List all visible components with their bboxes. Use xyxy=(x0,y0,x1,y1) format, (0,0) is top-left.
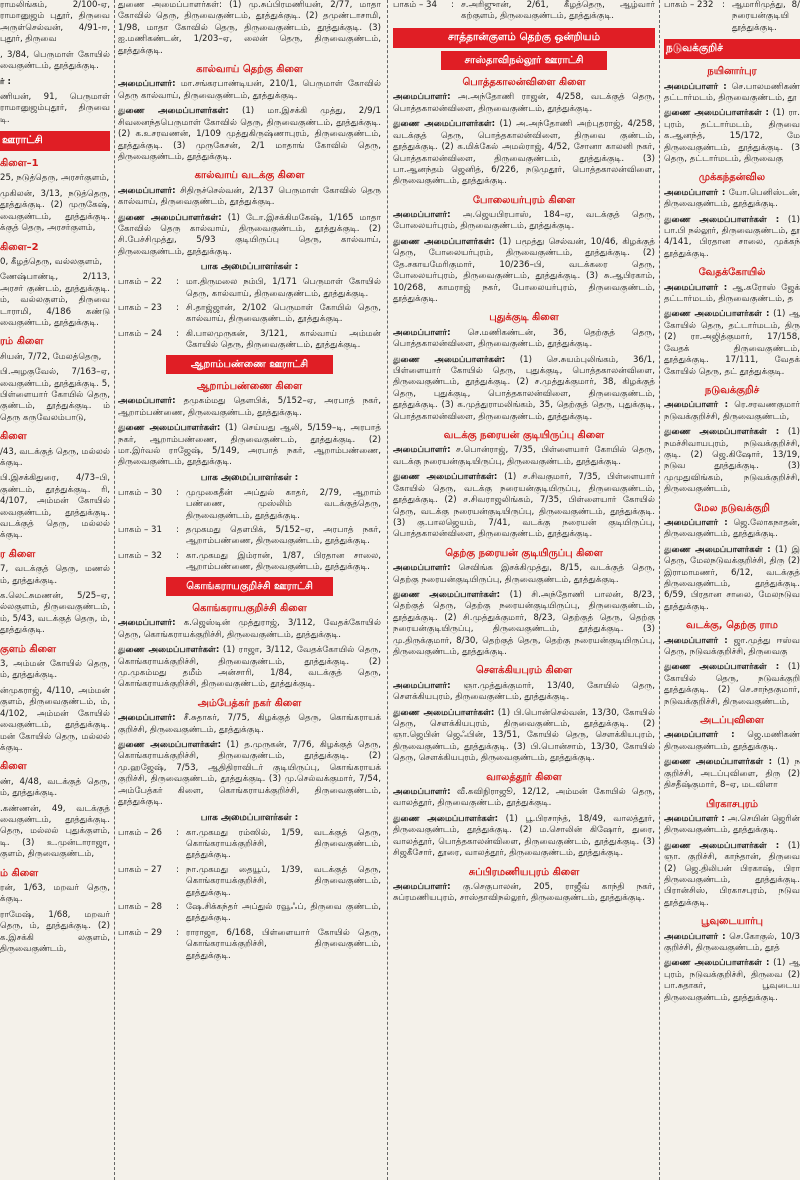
deputy-label: துணை அமைப்பாளர்கள் : xyxy=(664,958,770,969)
deputy-detail: (1) பமூத்து செல்வன், 10/46, கிழக்குத் தெரு, போலையர்புரம், திருவைகுண்டம், தூத்துக்குடி. (2) தே.சகாயமேரிகுமார், 10/236–பி, வடக்கரை தெரு, போலையர்புரம், திருவைகுண்டம், தூத்துக்குடி. (3) சு.ஆபிரகாம், 10/268, காமராஜ் நகர், போலையர்புரம், திருவைகுண்டம், தூத்துக்குடி. xyxy=(393,236,655,305)
booth-detail: முமுகைதீன் அப்துல் காதர், 2/79, ஆறாம் பண்ணை, முஸ்லிம் வடக்குத்தெரு, திருவைகுண்டம், தூத்துக்குடி. xyxy=(186,487,381,521)
deputy-label: துணை அமைப்பாளர்கள்: xyxy=(393,236,495,247)
booth-detail: நா.முகமது தையூப், 1/39, வடக்குத் தெரு, கொங்கராயக்குறிச்சி, திருவைகுண்டம், தூத்துக்குடி. xyxy=(186,864,381,898)
deputy-entry xyxy=(393,814,655,860)
organizer-entry xyxy=(664,82,800,105)
deputy-entry xyxy=(393,708,655,765)
column-divider xyxy=(114,0,115,1180)
organizer-entry xyxy=(393,563,655,586)
booth-row: பாகம் – 26 : கா.முகமது ரம்ஸில், 1/59, வடக்குத் தெரு, கொங்கராயக்குறிச்சி, திருவைகுண்டம், தூத்துக்குடி. xyxy=(118,827,381,861)
organizer-label: அமைப்பாளர் : xyxy=(664,282,728,293)
organizer-detail: ஞா.முத்துக்குமார், 13/40, கோயில் தெரு, சௌக்கியபுரம், திருவைகுண்டம், தூத்துக்குடி. xyxy=(393,680,655,703)
section-subheading: பாக அமைப்பாளர்கள் : xyxy=(200,472,299,483)
deputy-label: துணை அமைப்பாளர்கள்: xyxy=(393,472,498,483)
organizer-entry xyxy=(664,636,800,659)
organizer-label: அமைப்பாளர்: xyxy=(393,563,451,574)
deputy-entry xyxy=(118,106,381,163)
panchayat-banner: நடுவக்குறிச் xyxy=(664,39,800,59)
branch-heading: குளம் கிளை xyxy=(0,643,57,655)
deputy-detail: (1) மா.இசக்கி முத்து, 2/9/1 சிவனைந்தபெருமாள் கோவில் தெரு, திருவைகுண்டம், தூத்துக்குடி. (2) க.உசரவணன், 1/109 முத்துகிருஷ்ணாபுரம், திருவைகுண்டம், தூத்துக்குடி. (3) முருகேசன், 2/1 மாதாங் கோவில் தெரு, திருவைகுண்டம், தூத்துக்குடி. xyxy=(118,106,381,162)
branch-heading: கால்வாய் தெற்கு கிளை xyxy=(196,64,303,76)
deputy-detail: (1) ச.சிவகுமார், 7/35, பிள்ளையார் கோயில் தெரு, வடக்கு நரையன்குடியிருப்பு, திருவைகுண்டம், தூத்துக்குடி. (2) ச.சிவராஜலிங்கம், 7/35, பிள்ளையார் கோயில் தெரு, வடக்கு நரையன்குடியிருப்பு, திருவைகுண்டம், தூத்துக்குடி. (3) கு.பாலஜெயம், 7/41, வடக்கு நரையன் குடியிருப்பு, பொத்தகாலன்விளை, திருவைகுண்டம், தூத்துக்குடி. xyxy=(393,472,655,540)
booth-row: பாகம் – 232 : ஆமாரிமுத்து, 8/ நரையன்குடியி தூத்துக்குடி. xyxy=(664,0,800,33)
organizer-entry xyxy=(118,186,381,209)
organizer-detail: சிதிருச்செல்வன், 2/137 பெருமாள் கோவில் தெரு கால்வாய், திருவைகுண்டம், தூத்துக்குடி. xyxy=(118,185,381,208)
branch-heading: அடப்புவிளை xyxy=(700,715,764,727)
entry-label: ர் : xyxy=(0,76,11,87)
booth-row: பாகம் – 24 : கி.பாலமுருகன், 3/121, கால்வாய் அம்மன் கோயில் தெரு, திருவைகுண்டம், தூத்துக்குடி. xyxy=(118,328,381,351)
deputy-label: துணை அமைப்பாளர்கள்: xyxy=(393,707,495,718)
organizer-detail: செ.கோகுல், 10/3 குறிச்சி, திருவைகுண்டம், தூத் xyxy=(664,931,800,953)
deputy-entry xyxy=(393,590,655,659)
entry-text: ராமலிங்கம், 2/100-ஏ, ராமானுஜம் புதூர், திருவை அருள்செல்வன், 4/91-ஈ, புதூர், திருவை xyxy=(0,0,110,45)
branch-heading: ஆறாம்பண்ணை கிளை xyxy=(196,380,303,392)
booth-detail: கா.முகமது ரம்ஸில், 1/59, வடக்குத் தெரு, கொங்கராயக்குறிச்சி, திருவைகுண்டம், தூத்துக்குடி. xyxy=(186,827,381,861)
booth-row: பாகம் – 32 : கா.முகமது இம்ரான், 1/87, பிரதான சாலை, ஆறாம்பண்ணை, திருவைகுண்டம், தூத்துக்குடி. xyxy=(118,550,381,573)
deputy-entry xyxy=(664,662,800,708)
entry-text: துணை அமைப்பாளர்கள்: (1) மு.சுப்பிரமணியன், 2/77, மாதா கோவில் தெரு, திருவைகுண்டம், தூத்துக்குடி. (2) தமுண்டாசாமி, 1/98, மாதா கோவில் தெரு, திருவைகுண்டம், தூத்துக்குடி. (3) ஐ.மணிகண்டன், 1/203–ஏ, லைன் தெரு, திருவைகுண்டம், தூத்துக்குடி. xyxy=(118,0,381,56)
branch-heading: சௌக்கியபுரம் கிளை xyxy=(475,665,573,677)
organizer-detail: மா.சங்கரபாண்டியன், 210/1, பெருமாள் கோவில் தெரு கால்வாய், திருவைகுண்டம், தூத்துக்குடி. xyxy=(118,79,381,101)
branch-heading: பொத்தகாலன்விளை கிளை xyxy=(462,77,586,89)
organizer-label: அமைப்பாளர்: xyxy=(393,445,451,456)
organizer-detail: க.ஜெஸ்டின் முத்துராஜ், 3/112, வேதக்கோயில் தெரு, கொங்கராயக்குறிச்சி, திருவைகுண்டம், தூத்துக்குடி. xyxy=(118,618,381,640)
branch-heading: போலையர்புரம் கிளை xyxy=(472,194,576,206)
organizer-label: அமைப்பாளர்: xyxy=(118,713,176,724)
organizer-label: அமைப்பாளர்: xyxy=(393,210,451,221)
organizer-detail: தமுகம்மது தௌபிக், 5/152–ஏ, அரபாத் நகர், ஆறாம்பண்ணை, திருவைகுண்டம், தூத்துக்குடி. xyxy=(118,396,381,418)
deputy-detail: (1) இ தெரு, மேலநடுவக்குறிச்சி, திரு (2) இராமாமணர், 6/12, வடக்குத் திருவைகுண்டம், தூத்துக்குடி. 6/59, பிரதான சாலை, மேலநடுவ தூத்துக்குடி. xyxy=(664,544,800,612)
entry-text: பி.இசக்கிதுரை, 4/73–பி, குண்டம், தூத்துக்குடி. ரி, 4/107, அம்மன் கோயில் வைகுண்டம், தூத்துக்குடி. வடக்குத் தெரு, மல்லல் க்குடி. xyxy=(0,473,110,541)
deputy-label: துணை அமைப்பாளர்கள்: xyxy=(118,645,220,656)
organizer-label: அமைப்பாளர் : xyxy=(664,635,728,646)
booth-row: பாகம் – 34 : ச.அரிஜுான், 2/61, கீழத்தெரு, ஆழ்வார் கற்குளம், திருவைகுண்டம், தூத்துக்குடி. xyxy=(393,0,655,22)
booth-detail: தமுகமது தௌபிக், 5/152–ஏ, அரபாத் நகர், ஆறாம்பண்ணை, திருவைகுண்டம், தூத்துக்குடி. xyxy=(186,525,381,547)
entry-text: 25, நடுத்தெரு, அரசர்குளம், xyxy=(0,173,110,184)
deputy-entry xyxy=(118,423,381,469)
booth-number: பாகம் – 232 xyxy=(664,0,714,10)
deputy-label: துணை அமைப்பாளர்கள்: xyxy=(393,589,501,600)
panchayat-banner: ஊராட்சி xyxy=(0,131,110,151)
deputy-detail: (1) ஆ புரம், நடுவக்குறிச்சி, திருவை (2) பா.சுதாகர், பூவுடைய திருவைகுண்டம், தூத்துக்குடி. xyxy=(664,958,800,1003)
branch-heading: சுப்பிரமணியபுரம் கிளை xyxy=(468,866,580,878)
deputy-entry xyxy=(664,309,800,378)
deputy-entry xyxy=(393,237,655,306)
booth-row: பாகம் – 31 : தமுகமது தௌபிக், 5/152–ஏ, அரபாத் நகர், ஆறாம்பண்ணை, திருவைகுண்டம், தூத்துக்குடி. xyxy=(118,525,381,547)
deputy-label: துணை அமைப்பாளர்கள் : xyxy=(664,214,780,225)
booth-detail: ச.அரிஜுான், 2/61, கீழத்தெரு, ஆழ்வார் கற்குளம், திருவைகுண்டம், தூத்துக்குடி. xyxy=(461,0,655,22)
branch-heading: மேல நடுவக்குறி xyxy=(694,502,770,514)
booth-detail: ஆமாரிமுத்து, 8/ நரையன்குடியி தூத்துக்குடி. xyxy=(732,0,800,33)
entry-text: சியன், 7/72, மேலத்தெரு, xyxy=(0,351,102,362)
deputy-entry xyxy=(664,215,800,261)
deputy-label: துணை அமைப்பாளர்கள் : xyxy=(664,309,770,320)
booth-number: பாகம் – 26 xyxy=(118,827,162,838)
organizer-label: அமைப்பாளர்: xyxy=(118,618,176,629)
booth-row: பாகம் – 27 : நா.முகமது தையூப், 1/39, வடக்குத் தெரு, கொங்கராயக்குறிச்சி, திருவைகுண்டம், தூத்துக்குடி. xyxy=(118,864,381,898)
deputy-label: துணை அமைப்பாளர்கள்: xyxy=(118,740,222,750)
deputy-entry xyxy=(118,645,381,691)
column-1 xyxy=(0,0,110,1180)
branch-heading: கொங்கராயகுறிச்சி கிளை xyxy=(192,603,307,615)
organizer-entry xyxy=(118,79,381,102)
deputy-detail: (1) த.முருகன், 7/76, கிழக்குத் தெரு, கொங்கராயக்குறிச்சி, திருவைகுண்டம், தூத்துக்குடி. (2) மு.ஹஜேஷ், 7/53, ஆதிதிராவிடர் குடியிருப்பு, கொங்கராயக் குறிச்சி, திருவைகுண்டம், தூத்துக்குடி. (3) மு.செல்வக்குமார், 7/54, அம்பேத்கர் கிளை, கொங்கராயக்குறிச்சி, திருவைகுண்டம், தூத்துக்குடி. xyxy=(118,740,381,808)
entry-text: /43, வடக்குத் தெரு, மல்லல் க்குடி. xyxy=(0,446,110,468)
deputy-detail: (1) ராஜா, 3/112, வேதக்கோயில் தெரு, கொங்கராயக்குறிச்சி, திருவைகுண்டம், தூத்துக்குடி. (2) மு.முகம்மது தமீம் அன்சாரி, 1/84, வடக்குத் தெரு, கொங்கராயக்குறிச்சி, திருவைகுண்டம், தூத்துக்குடி. xyxy=(118,645,381,690)
deputy-label: துணை அமைப்பாளர்கள் : xyxy=(664,544,771,555)
booth-detail: ராராஜா, 6/168, பிள்ளையார் கோயில் தெரு, கொங்கராயக்குறிச்சி, திருவைகுண்டம், தூத்துக்குடி. xyxy=(186,927,381,961)
organizer-entry xyxy=(664,932,800,955)
branch-heading: தெற்கு நரையன் குடியிருப்பு கிளை xyxy=(445,547,603,559)
panchayat-banner: சாஸ்தாவிநல்லூர் ஊராட்சி xyxy=(441,51,607,70)
section-subheading: பாக அமைப்பாளர்கள் : xyxy=(200,812,299,823)
deputy-label: துணை அமைப்பாளர்கள்: xyxy=(118,106,229,117)
booth-detail: சி.தாஜ்ஜான், 2/102 பெருமாள் கோயில் தெரு, கால்வாய், திருவைகுண்டம், தூத்துக்குடி. xyxy=(186,303,381,325)
branch-heading: ரம் கிளை xyxy=(0,336,44,348)
organizer-entry xyxy=(664,400,800,423)
deputy-detail: (1) ந குறிச்சி, அடப்புவிளை, திரு (2) திசதீஷ்குமார், 8–ஏ, மடவிளா xyxy=(664,757,800,791)
branch-heading: முக்கந்தன்வில xyxy=(698,172,766,184)
deputy-label: துணை அமைப்பாளர்கள் : xyxy=(664,662,780,673)
organizer-detail: செ.மணிகண்டன், 36, தெற்குத் தெரு, பொத்தகாலன்விளை, திருவைகுண்டம், தூத்துக்குடி. xyxy=(393,327,655,350)
deputy-label: துணை அமைப்பாளர்கள்: xyxy=(118,423,221,434)
branch-heading: அம்பேத்கர் நகர் கிளை xyxy=(197,697,302,709)
organizer-detail: ஜெ.மணிகண் திருவைகுண்டம், தூத்துக்குடி. xyxy=(664,730,800,752)
organizer-entry xyxy=(393,882,655,905)
organizer-label: அமைப்பாளர்: xyxy=(118,396,176,407)
organizer-detail: வீ.கவிநிராஜூ, 12/12, அம்மன் கோயில் தெரு, வாலத்தூர், திருவைகுண்டம், தூத்துக்குடி. xyxy=(393,787,655,809)
deputy-entry xyxy=(664,545,800,614)
booth-detail: ஷே.சிக்கந்தர் அப்துல் ரவூஃப், திருவை குண்டம், தூத்துக்குடி. xyxy=(186,902,381,924)
branch-heading: நடுவக்குறிச் xyxy=(704,384,760,396)
booth-row: பாகம் – 29 : ராராஜா, 6/168, பிள்ளையார் கோயில் தெரு, கொங்கராயக்குறிச்சி, திருவைகுண்டம், தூத்துக்குடி. xyxy=(118,927,381,961)
organizer-entry xyxy=(393,787,655,810)
organizer-entry xyxy=(393,328,655,351)
booth-row: பாகம் – 30 : முமுகைதீன் அப்துல் காதர், 2/79, ஆறாம் பண்ணை, முஸ்லிம் வடக்குத்தெரு, திருவைகுண்டம், தூத்துக்குடி. xyxy=(118,487,381,521)
deputy-detail: (1) செ.சுயம்புலிங்கம், 36/1, பிள்ளையார் கோயில் தெரு, புதுக்குடி, பொத்தகாலன்விளை, திருவைகுண்டம், தூத்துக்குடி. (2) ச.முத்துக்குமார், 38, கிழக்குத் தெரு, புதுக்குடி, பொத்தகாலன்விளை, திருவைகுண்டம், தூத்துக்குடி. (3) க.முத்துராமலிங்கம், 35, தெற்குத் தெரு, புதுக்குடி, பொத்தகாலன்விளை, திருவைகுண்டம், தூத்துக்குடி. xyxy=(393,354,655,422)
deputy-entry xyxy=(664,757,800,791)
organizer-entry xyxy=(664,283,800,306)
deputy-detail: (1) பி.பொன்செல்வன், 13/30, கோயில் தெரு, சௌக்கியபுரம், திருவைகுண்டம், தூத்துக்குடி. (2) ஞா.ஜெபின் ஜெஃபின், 13/51, கோயில் தெரு, சௌக்கியபுரம், திருவைகுண்டம், தூத்துக்குடி. (3) பி.பொன்சாம், 13/30, கோயில் தெரு, சௌக்கியபுரம், திருவைகுண்டம், தூத்துக்குடி. xyxy=(393,707,655,764)
deputy-detail: (1) ஞா. குறிச்சி, காந்தான், திருவை (2) ஜெ.திலிபன் பிரகாஷ், பிரா திருவைகுண்டம், தூத்துக்குடி. பிரான்சிஸ், பிரகாசபுரம், நடுவ தூத்துக்குடி. xyxy=(664,840,800,908)
branch-heading: வாலத்தூர் கிளை xyxy=(486,771,562,783)
organizer-label: அமைப்பாளர் : xyxy=(664,730,735,741)
booth-row: பாகம் – 23 : சி.தாஜ்ஜான், 2/102 பெருமாள் கோயில் தெரு, கால்வாய், திருவைகுண்டம், தூத்துக்குடி. xyxy=(118,303,381,325)
branch-heading: கிளை xyxy=(0,761,27,773)
booth-number: பாகம் – 29 xyxy=(118,927,162,938)
organizer-detail: அ.அந்தோணி ராஜன், 4/258, வடக்குத் தெரு, பொத்தகாலன்விளை, திருவைகுண்டம், தூத்துக்குடி. xyxy=(393,92,655,114)
organizer-detail: செ.பாலமணிகண் தட்டார்மடம், திருவைகுண்டம், தூ xyxy=(664,81,800,103)
union-banner: சாத்தான்குளம் தெற்கு ஒன்றியம் xyxy=(393,28,655,48)
deputy-entry xyxy=(393,355,655,424)
column-2 xyxy=(118,0,381,1180)
entry-text: ராமேஷ், 1/68, மறவர் தெரு, ம், தூத்துக்குடி. (2) க.இசக்கி லகுளம், திருவைகுண்டம், xyxy=(0,909,110,955)
entry-text: 7, வடக்குத் தெரு, மணல் ம், தூத்துக்குடி. xyxy=(0,564,110,586)
organizer-label: அமைப்பாளர்: xyxy=(118,79,176,90)
organizer-detail: யோ.பெனிஸ்டன், திருவைகுண்டம், தூத்துக்குடி. xyxy=(664,187,800,210)
deputy-detail: (1) டோ.இசக்கிமகேஷ், 1/165 மாதா கோவில் தெரு கால்வாய், திருவைகுண்டம், தூத்துக்குடி. (2) சி.பேச்சிமுத்து, 5/93 குடியிருப்பு தெரு, கால்வாய், திருவைகுண்டம், தூத்துக்குடி. xyxy=(118,212,381,257)
section-subheading: பாக அமைப்பாளர்கள் : xyxy=(200,262,299,273)
branch-heading: புதுக்குடி கிளை xyxy=(489,312,559,324)
branch-heading: ம் கிளை xyxy=(0,867,39,879)
deputy-detail: (1) பா.பி நல்லூர், திருவைகுண்டம், தூ 4/141, பிரதான சாலை, முக்கந் தூத்துக்குடி. xyxy=(664,214,800,259)
organizer-label: அமைப்பாளர் : xyxy=(664,81,727,92)
column-4 xyxy=(664,0,800,1180)
deputy-label: துணை அமைப்பாளர்கள் : xyxy=(664,840,780,851)
organizer-detail: ஜா.முத்து ஈஸ்வ தெரு, நடுவக்குறிச்சி, திருவைகு xyxy=(664,635,800,658)
organizer-entry xyxy=(118,713,381,736)
deputy-label: துணை அமைப்பாளர்கள்: xyxy=(393,354,506,365)
deputy-label: துணை அமைப்பாளர்கள் : xyxy=(664,427,780,438)
organizer-detail: ஜெ.லோகநாதன், திருவைகுண்டம், தூத்துக்குடி. xyxy=(664,517,800,540)
deputy-label: துணை அமைப்பாளர்கள் : xyxy=(664,757,773,768)
panchayat-banner: ஆறாம்பண்ணை ஊராட்சி xyxy=(166,355,333,374)
booth-detail: மா.திருமலை நம்பி, 1/171 பெருமாள் கோயில் தெரு, கால்வாய், திருவைகுண்டம், தூத்துக்குடி. xyxy=(186,277,381,299)
booth-number: பாகம் – 31 xyxy=(118,525,162,536)
organizer-detail: சீ.சுதாகர், 7/75, கிழக்குத் தெரு, கொங்கராயக் குறிச்சி, திருவைகுண்டம், தூத்துக்குடி. xyxy=(118,713,381,735)
deputy-entry xyxy=(118,740,381,809)
entry-text: ண், 4/48, வடக்குத் தெரு, ம், தூத்துக்குடி. xyxy=(0,776,110,799)
booth-number: பாகம் – 32 xyxy=(118,550,162,561)
entry-text: 3, அம்மன் கோயில் தெரு, ம், தூத்துக்குடி. xyxy=(0,659,110,681)
deputy-detail: (1) செய்யது ஆலி, 5/159–டி, அரபாத் நகர், ஆறாம்பண்ணை, திருவைகுண்டம், தூத்துக்குடி. (2) மா.இர்வல் ராஜேஷ், 5/149, அரபாத் நகர், ஆறாம்பண்ணை, திருவைகுண்டம், தூத்துக்குடி. xyxy=(118,423,381,468)
branch-heading: கிளை–2 xyxy=(0,241,39,253)
organizer-detail: ரெ.சரவணகுமார் நடுவக்குறிச்சி, திருவைகுண்டம், xyxy=(664,400,800,422)
deputy-label: துணை அமைப்பாளர்கள் : xyxy=(664,108,769,119)
branch-heading: பூவுடையார்பு xyxy=(701,916,763,928)
booth-number: பாகம் – 27 xyxy=(118,864,162,875)
booth-detail: கா.முகமது இம்ரான், 1/87, பிரதான சாலை, ஆறாம்பண்ணை, திருவைகுண்டம், தூத்துக்குடி. xyxy=(186,550,381,573)
organizer-entry xyxy=(118,396,381,419)
organizer-label: அமைப்பாளர்: xyxy=(393,881,451,892)
entry-text: , 3/84, பெருமாள் கோயில் வைகுண்டம், தூத்துக்குடி. xyxy=(0,49,110,72)
branch-heading: ர கிளை xyxy=(0,548,36,560)
deputy-detail: (1) கோயில் தெரு, நடுவக்குறி தூத்துக்குடி. (2) செ.சாந்தகுமார், நடுவக்குறிச்சி, திருவைகுண்டம், xyxy=(664,662,800,707)
entry-text: 0, கீழத்தெரு, வல்லகுளம், xyxy=(0,256,103,267)
branch-heading: வேதக்கோயில் xyxy=(698,267,766,279)
branch-heading: கால்வாய் வடக்கு கிளை xyxy=(194,170,305,182)
branch-heading: கிளை–1 xyxy=(0,158,39,170)
deputy-entry xyxy=(664,958,800,1004)
deputy-detail: (1) சி.அந்தோணி பாலன், 8/23, தெற்குத் தெரு, தெற்கு நரையன்குடியிருப்பு, திருவைகுண்டம், தூத்துக்குடி. (2) சி.முத்துக்குமார், 8/23, தெற்குத் தெரு, தெற்கு நரையன்குடியிருப்பு, திருவைகுண்டம், தூத்துக்குடி. (3) மு.திருக்குமார், 8/30, தெற்குத் தெரு, தெற்கு நரையன்குடியிருப்பு, திருவைகுண்டம், தூத்துக்குடி. xyxy=(393,589,655,658)
entry-text: ணேஷ்பாண்டி, 2/113, அரசர் குண்டம், தூத்துக்குடி. ம், வல்லகுளம், திருவை டாராமி, 4/186 கண்டு வைகுண்டம், தூத்துக்குடி. xyxy=(0,272,110,328)
booth-number: பாகம் – 34 xyxy=(393,0,437,10)
organizer-entry xyxy=(664,518,800,541)
branch-heading: நயினார்புர xyxy=(707,66,757,78)
organizer-detail: அ.செயின் ஜெரின் திருவைகுண்டம், தூத்துக்குடி. xyxy=(664,813,800,836)
booth-detail: கி.பாலமுருகன், 3/121, கால்வாய் அம்மன் கோயில் தெரு, திருவைகுண்டம், தூத்துக்குடி. xyxy=(186,328,381,351)
deputy-detail: (1) அ.அந்தோணி அற்புதராஜ், 4/258, வடக்குத் தெரு, பொத்தகாலன்விளை, திருவை குண்டம், தூத்துக்குடி. (2) க.மிக்கேல் அமல்ராஜ், 4/52, சோனா காலனி நகர், பொத்தகாலன்விளை, திருவைகுண்டம், தூத்துக்குடி. (3) பா.ஆனந்தம் ஜெனித், 6/226, நடுமுதூர், பொத்தகாலன்விளை, திருவைகுண்டம், தூத்துக்குடி. xyxy=(393,119,655,187)
organizer-detail: அ.ஜெயபிரபாஸ், 184–ஏ, வடக்குத் தெரு, போலையர்புரம், திருவைகுண்டம், தூத்துக்குடி. xyxy=(393,210,655,232)
deputy-entry xyxy=(664,841,800,910)
organizer-entry xyxy=(393,445,655,468)
branch-heading: பிரகாசபுரம் xyxy=(705,798,759,810)
column-divider xyxy=(387,0,388,1180)
organizer-label: அமைப்பாளர்: xyxy=(393,787,451,797)
booth-number: பாகம் – 23 xyxy=(118,303,162,313)
organizer-detail: ச.பொன்ராஜ், 7/35, பிள்ளையார் கோயில் தெரு, வடக்கு நரையன்குடியிருப்பு, திருவைகுண்டம், தூத்துக்குடி. xyxy=(393,445,655,467)
entry-text: ரன், 1/63, மறவர் தெரு, க்குடி. xyxy=(0,882,110,905)
organizer-entry xyxy=(393,681,655,704)
deputy-detail: (1) ரா. புரம், தட்டார்மடம், திருவை க.ஆனந்த், 15/172, மே திருவைகுண்டம், தூத்துக்குடி. (3 தெரு, தட்டார்மடம், திருவைகு xyxy=(664,108,800,165)
branch-heading: கிளை xyxy=(0,431,27,443)
branch-heading: வடக்கு நரையன் குடியிருப்பு கிளை xyxy=(443,430,605,442)
deputy-label: துணை அமைப்பாளர்கள்: xyxy=(118,212,222,223)
deputy-detail: (1) ஆ கோயில் தெரு, தட்டார்மடம், திரு (2) ரா.அஜித்குமார், 17/158, வேதக் திருவைகுண்டம், தூத்துக்குடி. 17/111, வேதக் கோயில் தெரு, தட் தூத்துக்குடி. xyxy=(664,309,800,377)
deputy-entry xyxy=(393,472,655,541)
organizer-detail: செவிங்க இசக்கிமுத்து, 8/15, வடக்குத் தெரு, தெற்கு நரையன்குடியிருப்பு, திருவைகுண்டம், தூத்துக்குடி. xyxy=(393,563,655,585)
organizer-detail: கு.செகுபாலன், 205, ராஜீவ் காந்தி நகர், சுப்ரமணியபுரம், சாஸ்தாவிநல்லூர், திருவைகுண்டம், தூத்துக்குடி. xyxy=(393,881,655,904)
deputy-entry xyxy=(664,427,800,496)
booth-number: பாகம் – 24 xyxy=(118,328,162,339)
organizer-entry xyxy=(664,188,800,211)
organizer-label: அமைப்பாளர் : xyxy=(664,931,726,942)
entry-text: ணியன், 91, பெருமாள் ராமானுஜம்புதூர், திருவை டி. xyxy=(0,91,110,125)
deputy-label: துணை அமைப்பாளர்கள்: xyxy=(393,813,499,824)
branch-heading: வடக்கு, தெற்கு ராம xyxy=(686,620,778,632)
organizer-entry xyxy=(664,814,800,837)
organizer-entry xyxy=(393,92,655,115)
organizer-label: அமைப்பாளர்: xyxy=(393,92,451,103)
organizer-entry xyxy=(393,210,655,233)
deputy-entry xyxy=(664,108,800,165)
entry-text: முகிலன், 3/13, நடுத்தெரு, தூத்துக்குடி. (2) முருகேஷ், வைகுண்டம், தூத்துக்குடி. க்குத் தெரு, அரசர்குளம், xyxy=(0,188,110,234)
organizer-label: அமைப்பாளர் : xyxy=(664,187,726,198)
booth-row: பாகம் – 28 : ஷே.சிக்கந்தர் அப்துல் ரவூஃப், திருவை குண்டம், தூத்துக்குடி. xyxy=(118,902,381,924)
organizer-entry xyxy=(118,618,381,641)
organizer-label: அமைப்பாளர்: xyxy=(118,185,176,196)
deputy-entry xyxy=(393,119,655,188)
organizer-label: அமைப்பாளர் : xyxy=(664,400,729,411)
entry-text: பி.அழகுவேல், 7/163–ஏ, வைகுண்டம், தூத்துக்குடி. 5, பிள்ளையார் கோயில் தெரு, குண்டம், தூத்துக்குடி. ம் தெரு கருவேலம்பாடு, xyxy=(0,367,110,423)
entry-text: ன்முகராஜ், 4/110, அம்மன் குளம், திருவைகுண்டம், ம், 4/102, அம்மன் கோயில் வைகுண்டம், தூத்துக்குடி. மன் கோயில் தெரு, மல்லல் க்குடி. xyxy=(0,685,110,753)
booth-number: பாகம் – 28 xyxy=(118,902,162,913)
booth-number: பாகம் – 22 xyxy=(118,277,162,288)
deputy-label: துணை அமைப்பாளர்கள்: xyxy=(393,119,496,130)
organizer-entry xyxy=(664,730,800,753)
deputy-detail: (1) நமச்சிவாயபுரம், நடுவக்குறிச்சி, குடி. (2) ஜெ.கிஷோர், 13/19, நடுவ தூத்துக்குடி. (3) முமுதுவிங்கம், நடுவக்குறிச்சி, திருவைகுண்டம், xyxy=(664,427,800,495)
organizer-label: அமைப்பாளர்: xyxy=(393,327,451,338)
panchayat-banner: கொங்கராயகுறிச்சி ஊராட்சி xyxy=(166,577,333,596)
entry-text: க.லெட்சுமணன், 5/25–ஏ, ல்லகுளம், திருவைகுண்டம், ம், 5/43, வடக்குத் தெரு, ம், தூத்துக்குடி. xyxy=(0,591,110,636)
booth-number: பாகம் – 30 xyxy=(118,487,162,498)
deputy-detail: (1) பூ.பிரசாந்த், 18/49, வாலத்தூர், திருவைகுண்டம், தூத்துக்குடி. (2) ம.சொலின் கிஷோர், துரை, வாலத்தூர், பொத்தகாலன்விளை, திருவைகுண்டம், தூத்துக்குடி. (3) சிஜகீசோர், தூரை, வாலத்தூர், திருவைகுண்டம், தூத்துக்குடி. xyxy=(393,813,655,859)
organizer-label: அமைப்பாளர் : xyxy=(664,517,728,528)
column-3 xyxy=(393,0,655,1180)
organizer-label: அமைப்பாளர்: xyxy=(393,680,451,691)
organizer-label: அமைப்பாளர் : xyxy=(664,813,725,824)
deputy-entry xyxy=(118,213,381,259)
entry-text: .கண்ணன், 49, வடக்குத் வைகுண்டம், தூத்துக்குடி. தெரு, மல்லல் புதுக்குளம், டி. (3) உ.முன்டாராஜா, குளம், திருவைகுண்டம், xyxy=(0,803,110,860)
column-divider xyxy=(659,0,660,1180)
booth-row: பாகம் – 22 : மா.திருமலை நம்பி, 1/171 பெருமாள் கோயில் தெரு, கால்வாய், திருவைகுண்டம், தூத்துக்குடி. xyxy=(118,277,381,299)
organizer-detail: ஆ.கரோஸ் ஜேக் தட்டார்மடம், திருவைகுண்டம், த xyxy=(664,282,800,305)
